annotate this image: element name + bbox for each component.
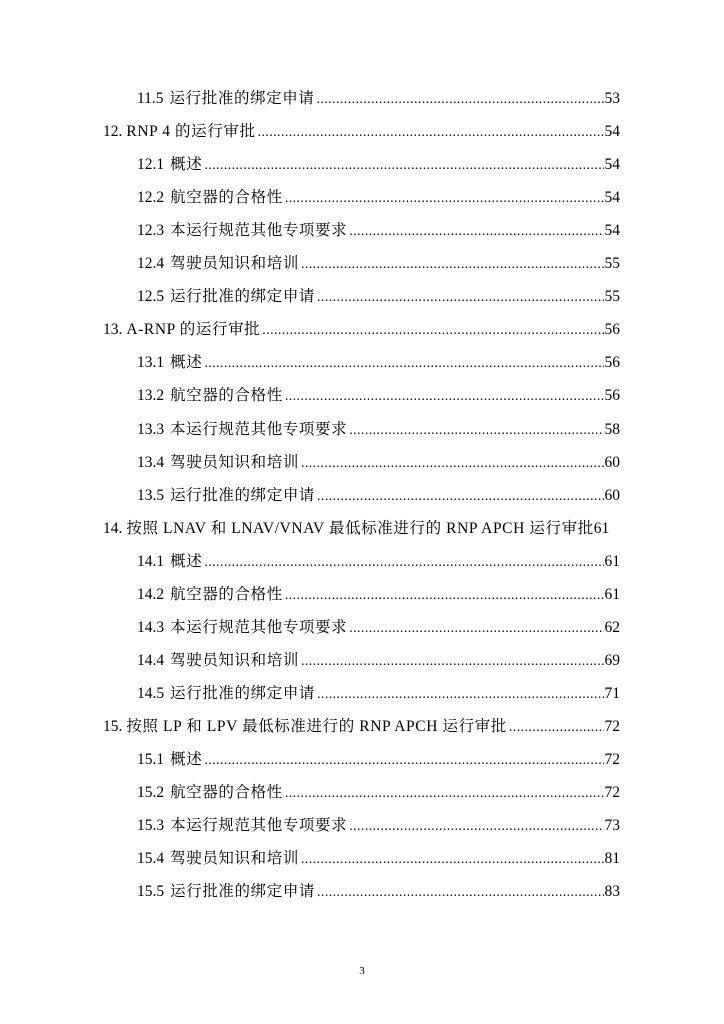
toc-entry-number: 15.: [103, 717, 123, 735]
dot-leader: [204, 353, 603, 375]
toc-entry[interactable]: [137, 253, 620, 275]
toc-entry[interactable]: [103, 716, 620, 738]
toc-entry-number: 14.: [103, 519, 123, 537]
dot-leader: [509, 717, 604, 739]
toc-entry-number: 13.4: [137, 453, 165, 471]
toc-entry-number: 14.2: [137, 585, 165, 603]
toc-entry-title: 航空器的合格性: [170, 189, 283, 207]
toc-entry-page: 56: [604, 354, 620, 372]
toc-entry-page: 60: [604, 453, 620, 471]
toc-entry-page: 58: [604, 420, 620, 438]
toc-entry-page: 56: [604, 321, 620, 339]
toc-entry-number: 11.5: [137, 90, 164, 107]
toc-entry[interactable]: [137, 485, 620, 507]
toc-entry-title: 按照 LNAV 和 LNAV/VNAV 最低标准进行的 RNP APCH 运行审批: [126, 519, 594, 537]
dot-leader: [349, 618, 603, 640]
toc-entry-number: 15.2: [137, 784, 165, 801]
toc-entry-page: 62: [604, 618, 620, 636]
toc-entry[interactable]: [137, 551, 620, 573]
toc-entry-page: 53: [604, 90, 620, 107]
toc-entry-title: RNP 4 的运行审批: [126, 123, 256, 140]
toc-entry-number: 14.4: [137, 651, 165, 669]
toc-entry[interactable]: [137, 154, 620, 176]
dot-leader: [317, 486, 603, 508]
toc-entry-title: 驾驶员知识和培训: [170, 453, 299, 471]
toc-entry-page: 55: [604, 255, 620, 273]
toc-entry[interactable]: [137, 419, 620, 441]
toc-entry[interactable]: [137, 881, 620, 903]
toc-entry-number: 12.3: [137, 222, 165, 240]
toc-entry-page: 54: [604, 189, 620, 207]
dot-leader: [301, 849, 604, 871]
toc-entry-title: 概述: [170, 156, 203, 174]
dot-leader: [262, 320, 603, 342]
toc-entry-title: 概述: [170, 552, 203, 570]
toc-entry-page: 72: [604, 717, 620, 735]
dot-leader: [285, 783, 604, 805]
toc-entry-page: 81: [604, 850, 620, 868]
toc-entry-page: 69: [604, 651, 620, 669]
toc-entry[interactable]: [103, 121, 620, 143]
toc-entry-title: 驾驶员知识和培训: [170, 850, 299, 868]
toc-entry-title: 航空器的合格性: [170, 784, 283, 801]
toc-entry-number: 15.1: [137, 751, 165, 768]
toc-entry-number: 12.1: [137, 156, 165, 174]
toc-entry-title: 运行批准的绑定申请: [170, 883, 316, 901]
toc-entry-page: 72: [604, 751, 620, 768]
toc-entry-page: 60: [604, 486, 620, 504]
toc-entry-number: 13.: [103, 321, 123, 339]
toc-entry-number: 15.5: [137, 883, 165, 901]
toc-entry[interactable]: [137, 683, 620, 705]
toc-entry-number: 14.1: [137, 552, 165, 570]
dot-leader: [204, 552, 603, 574]
toc-entry-number: 13.3: [137, 420, 165, 438]
toc-entry-title: 本运行规范其他专项要求: [170, 618, 348, 636]
toc-entry-number: 13.2: [137, 387, 165, 405]
toc-entry[interactable]: [137, 385, 620, 407]
toc-entry-title: 概述: [170, 354, 203, 372]
toc-entry-page: 54: [604, 123, 620, 140]
toc-entry-title: 航空器的合格性: [170, 387, 283, 405]
toc-entry[interactable]: [137, 88, 620, 110]
toc-entry[interactable]: [103, 319, 620, 341]
dot-leader: [349, 420, 603, 442]
toc-entry[interactable]: [137, 848, 620, 870]
toc-entry-page: 61: [593, 519, 610, 537]
toc-entry[interactable]: [137, 650, 620, 672]
toc-entry-page: 72: [604, 784, 620, 801]
toc-entry-title: 运行批准的绑定申请: [170, 684, 316, 702]
dot-leader: [349, 816, 603, 838]
dot-leader: [301, 651, 604, 673]
dot-leader: [204, 750, 603, 772]
toc-entry-number: 12.5: [137, 288, 165, 306]
toc-entry-page: 55: [604, 288, 620, 306]
toc-entry-number: 12.4: [137, 255, 165, 273]
toc-entry-title: 驾驶员知识和培训: [170, 255, 299, 273]
dot-leader: [317, 882, 603, 904]
toc-entry-number: 12.: [103, 123, 123, 140]
toc-entry-page: 56: [604, 387, 620, 405]
toc-entry-title: 概述: [170, 751, 203, 768]
toc-entry-title: 运行批准的绑定申请: [169, 90, 315, 107]
toc-entry-page: 83: [604, 883, 620, 901]
dot-leader: [301, 453, 604, 475]
dot-leader: [316, 89, 603, 111]
toc-entry-page: 54: [604, 222, 620, 240]
toc-entry-title: 运行批准的绑定申请: [170, 288, 316, 306]
toc-entry-title: A-RNP 的运行审批: [126, 321, 261, 339]
toc-entry[interactable]: [137, 584, 620, 606]
dot-leader: [285, 386, 604, 408]
toc-entry[interactable]: [137, 749, 620, 771]
toc-entry[interactable]: [137, 220, 620, 242]
toc-entry[interactable]: [103, 518, 620, 540]
toc-entry-page: 73: [604, 817, 620, 835]
toc-entry-number: 13.1: [137, 354, 165, 372]
toc-entry-number: 13.5: [137, 486, 165, 504]
dot-leader: [301, 254, 604, 276]
dot-leader: [285, 188, 604, 210]
toc-entry-page: 54: [604, 156, 620, 174]
toc-entry[interactable]: [137, 352, 620, 374]
toc-entry[interactable]: [137, 815, 620, 837]
toc-entry-title: 驾驶员知识和培训: [170, 651, 299, 669]
toc-entry[interactable]: [137, 782, 620, 804]
toc-entry[interactable]: [137, 452, 620, 474]
dot-leader: [285, 585, 604, 607]
toc-entry-title: 本运行规范其他专项要求: [170, 817, 348, 835]
page-number: 3: [359, 965, 365, 977]
toc-entry-title: 运行批准的绑定申请: [170, 486, 316, 504]
dot-leader: [317, 287, 603, 309]
toc-entry-page: 61: [604, 585, 620, 603]
toc-entry-number: 12.2: [137, 189, 165, 207]
toc-entry[interactable]: [137, 187, 620, 209]
toc-entry-number: 15.4: [137, 850, 165, 868]
toc-entry-number: 15.3: [137, 817, 165, 835]
dot-leader: [317, 684, 603, 706]
toc-entry[interactable]: [137, 617, 620, 639]
toc-entry-title: 按照 LP 和 LPV 最低标准进行的 RNP APCH 运行审批: [126, 717, 507, 735]
toc-entry-number: 14.3: [137, 618, 165, 636]
toc-entry-title: 航空器的合格性: [170, 585, 283, 603]
dot-leader: [349, 221, 603, 243]
toc-entry-title: 本运行规范其他专项要求: [170, 420, 348, 438]
toc-entry-title: 本运行规范其他专项要求: [170, 222, 348, 240]
toc-entry-page: 61: [604, 552, 620, 570]
toc-entry-number: 14.5: [137, 684, 165, 702]
dot-leader: [258, 122, 604, 144]
toc-entry[interactable]: [137, 286, 620, 308]
toc-entry-page: 71: [604, 684, 620, 702]
dot-leader: [204, 155, 603, 177]
